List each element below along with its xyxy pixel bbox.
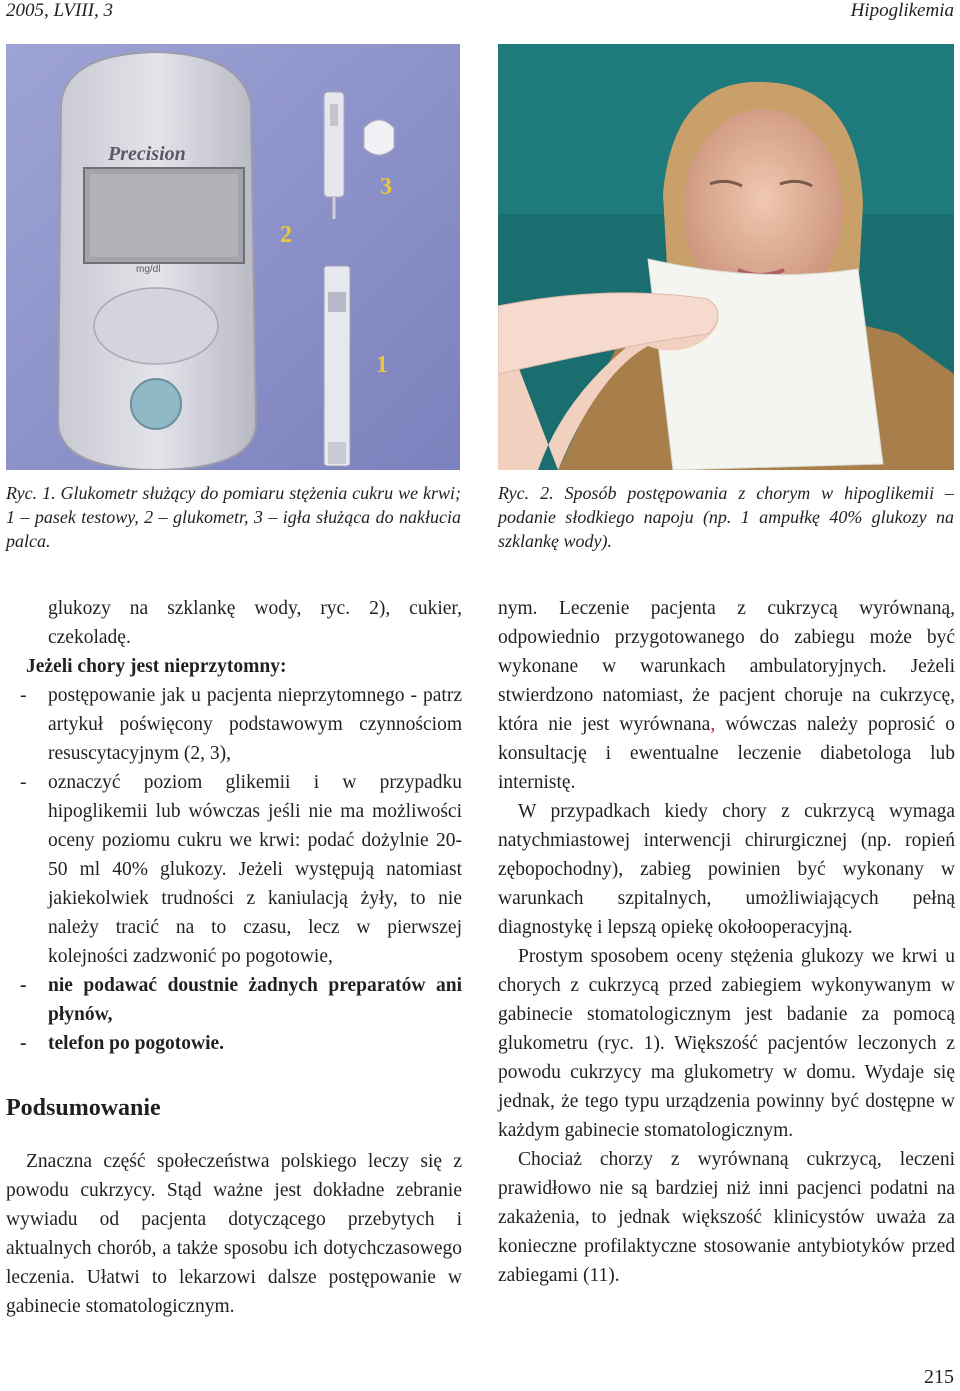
paragraph-1: nym. Leczenie pacjenta z cukrzycą wyrównaną, odpowiednio przygotowanego do zabiegu może być wykonane w warunkach ambulatoryjnych. Jeżeli stwierdzono natomiast, że pacjent choruje na cukrzycę, która nie jest wyrównana, wówczas należy poprosić o konsultację i ewentualne leczenie diabetologa lub internistę. [498,598,956,793]
paragraph-3: Prostym sposobem oceny stężenia glukozy we krwi u chorych z cukrzycą przed zabiegiem wykonywanym w gabinecie stomatologicznym jest badanie za pomocą glukometru (ryc. 1). Większość pacjentów leczonych z powodu cukrzycy ma glukometry w domu. Wydaje się jednak, że tego typu urządzenia powinny być dostępne w każdym gabinecie stomatologicznym. [498,946,955,1141]
unconscious-heading: Jeżeli chory jest nieprzytomny: [26,656,287,677]
right-column [498,594,955,1290]
device-unit-label: mg/dl [136,264,161,275]
marker-3: 3 [380,174,392,200]
figure1-caption: Ryc. 1. Glukometr służący do pomiaru stężenia cukru we krwi; 1 – pasek testowy, 2 – glukometr, 3 – igła służąca do nakłucia palca. [6,483,461,551]
list-item: - nie podawać doustnie żadnych preparatów ani płynów, [20,975,462,1025]
device-brand-label: Precision [108,143,186,165]
figure2-caption: Ryc. 2. Sposób postępowania z chorym w hipoglikemii – podanie słodkiego napoju (np. 1 ampułkę 40% glukozy na szklankę wody). [498,483,954,551]
section-heading: Podsumowanie [6,1095,161,1121]
list-item: - postępowanie jak u pacjenta nieprzytomnego - patrz artykuł poświęcony podstawowym czynnościom resuscytacyjnym (2, 3), [20,685,462,764]
page-number: 215 [924,1366,954,1388]
marker-2: 2 [280,222,292,248]
marker-1: 1 [376,352,388,378]
list-item: - telefon po pogotowie. [20,1033,225,1054]
paragraph-2: W przypadkach kiedy chory z cukrzycą wymaga natychmiastowej interwencji chirurgicznej (np. ropień zębopochodny), zabieg powinien być wykonany w warunkach szpitalnych, umożliwiających pełną diagnostykę i lepszą opiekę okołooperacyjną. [498,801,955,938]
glucometer-illustration [6,44,460,470]
paragraph-4: Chociaż chorzy z wyrównaną cukrzycą, leczeni prawidłowo nie są bardziej niż inni pacjenci podatni na zakażenia, to jednak większość klinicystów uważa za konieczne profilaktyczne stosowanie antybiotyków przed zabiegami (11). [498,1149,955,1286]
unconscious-list [6,681,462,1058]
figure-glucometer-photo [6,44,460,470]
running-header-right: Hipoglikemia [850,0,954,21]
summary-paragraph: Znaczna część społeczeństwa polskiego leczy się z powodu cukrzycy. Stąd ważne jest dokładne zebranie wywiadu od pacjenta dotyczącego przebytych i aktualnych chorób, a także sposobu ich dotychczasowego leczenia. Ułatwi to lekarzowi dalsze postępowanie w gabinecie stomatologicznym. [6,1151,462,1317]
list-item: - oznaczyć poziom glikemii i w przypadku hipoglikemii lub wówczas jeśli nie ma możliwości oceny poziomu cukru we krwi: podać dożylnie 20-50 ml 40% glukozy. Jeżeli występują natomiast jakiekolwiek trudności z kaniulacją żyły, to nie należy tracić na to czasu, lecz w pierwszej kolejności zadzwonić po pogotowie, [20,772,462,967]
left-column [6,594,462,1321]
running-header-left: 2005, LVIII, 3 [6,0,113,21]
patient-illustration [498,44,954,470]
intro-paragraph: glukozy na szklankę wody, ryc. 2), cukier, czekoladę. [48,598,462,648]
figure-patient-photo [498,44,954,470]
